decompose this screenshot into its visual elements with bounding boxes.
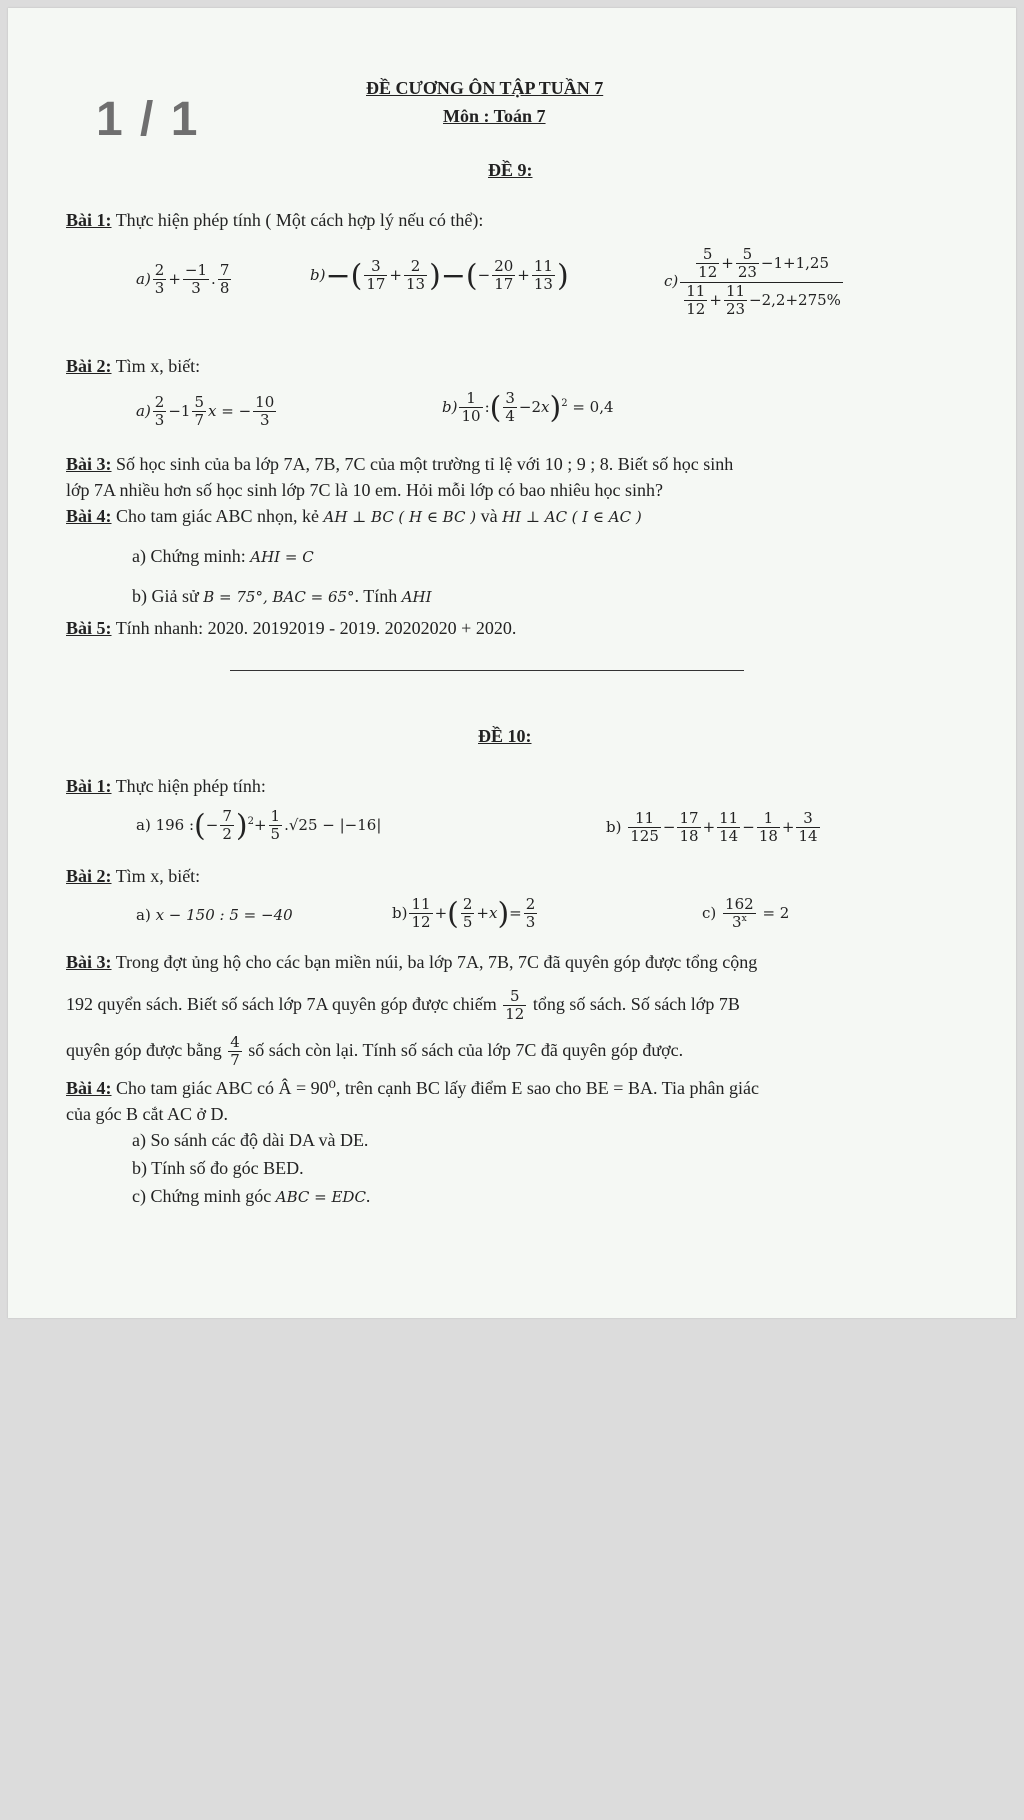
de10-bai4-a: a) So sánh các độ dài DA và DE. bbox=[132, 1130, 369, 1150]
de10-heading: ĐỀ 10: bbox=[478, 726, 532, 746]
de9-bai1-b: b)−( $\frac{3}{17}$ + $\frac{2}{13}$ )−(− $\frac{20}{17}$ + $\frac{11}{13}$ ) bbox=[310, 257, 569, 294]
subject-line: Môn : Toán 7 bbox=[443, 106, 546, 126]
de10-bai2-b-prefix: b) bbox=[392, 903, 408, 922]
de9-bai2-a: a) $\frac{2}{3}$ −1 $\frac{5}{7}$ x = − $\frac{10}{3}$ bbox=[136, 393, 275, 430]
de10-bai3-line3 bbox=[66, 1034, 683, 1070]
de9-bai5-text: Tính nhanh: 2020. 20192019 - 2019. 20202020 + 2020. bbox=[111, 618, 517, 638]
document-title: ĐỀ CƯƠNG ÔN TẬP TUẦN 7 bbox=[366, 78, 604, 98]
de10-bai3-line3b: số sách còn lại. Tính số sách của lớp 7C đã quyên góp được. bbox=[248, 1039, 684, 1060]
de9-bai4-a-math: AHI = C bbox=[250, 548, 314, 566]
de10-bai1-b-prefix: b) bbox=[606, 817, 622, 836]
de9-bai4-b bbox=[132, 586, 432, 607]
page-counter: 1 / 1 bbox=[96, 93, 200, 146]
de9-bai4-cond1: AH ⊥ BC bbox=[323, 508, 394, 526]
de9-bai2-b-prefix: b) bbox=[442, 397, 458, 416]
de9-bai4-cond4: ( I ∈ AC ) bbox=[571, 508, 642, 526]
expr-fraction: $\frac{11}{13}$ bbox=[533, 257, 553, 294]
de10-bai3-line2a: 192 quyển sách. Biết số sách lớp 7A quyên góp được chiếm bbox=[66, 993, 497, 1014]
de9-bai5 bbox=[66, 618, 516, 639]
de9-bai4-b-math: B = 75°, BAC = 65° bbox=[203, 588, 355, 606]
de10-bai4-line2: của góc B cắt AC ở D. bbox=[66, 1104, 228, 1124]
de9-heading: ĐỀ 9: bbox=[488, 160, 533, 180]
expr-fraction: $\frac{2}{3}$ bbox=[154, 261, 165, 298]
de9-bai3-line2: lớp 7A nhiều hơn số học sinh lớp 7C là 10 em. Hỏi mỗi lớp có bao nhiêu học sinh? bbox=[66, 480, 664, 500]
de9-bai4-a-text: a) Chứng minh: bbox=[132, 546, 246, 566]
de9-bai4-va: và bbox=[480, 506, 498, 526]
de10-bai3-line3a: quyên góp được bằng bbox=[66, 1039, 222, 1060]
de10-bai1-label: Bài 1: bbox=[66, 776, 112, 796]
expr-fraction: $\frac{20}{17}$ bbox=[494, 257, 514, 294]
de9-bai1 bbox=[66, 210, 483, 231]
de10-bai4-c bbox=[132, 1186, 370, 1207]
de9-bai1-a-prefix: a) bbox=[136, 269, 151, 288]
de9-bai1-c-prefix: c) bbox=[664, 272, 679, 290]
de10-bai3-text: Trong đợt ủng hộ cho các bạn miền núi, ba lớp 7A, 7B, 7C đã quyên góp được tổng cộng bbox=[111, 952, 758, 972]
expr-fraction: $\frac{7}{8}$ bbox=[219, 261, 230, 298]
de10-bai2-c-prefix: c) bbox=[702, 903, 717, 922]
de9-bai4-a bbox=[132, 546, 314, 567]
de10-bai1 bbox=[66, 776, 266, 797]
de9-bai2-b: b) $\frac{1}{10}$ :( $\frac{3}{4}$ −2x)$^2$ = 0,4 bbox=[442, 389, 614, 426]
de10-bai2-a-prefix: a) bbox=[136, 906, 151, 924]
de9-bai4-cond2: ( H ∈ BC ) bbox=[398, 508, 477, 526]
de9-bai2-label: Bài 2: bbox=[66, 356, 112, 376]
de10-bai2-a bbox=[136, 906, 293, 924]
de9-bai4-b-text2: . Tính bbox=[354, 586, 398, 606]
section-divider bbox=[230, 670, 744, 671]
de10-bai2 bbox=[66, 866, 200, 887]
de9-bai1-c bbox=[664, 246, 845, 318]
expr-fraction: $\frac{-1}{3}$ bbox=[184, 261, 208, 298]
document-page bbox=[8, 8, 1016, 1318]
expr-fraction: $\frac{3}{17}$ bbox=[366, 257, 386, 294]
de10-bai4-label: Bài 4: bbox=[66, 1078, 112, 1098]
de10-bai2-label: Bài 2: bbox=[66, 866, 112, 886]
de10-bai2-b: b) $\frac{11}{12}$ +( $\frac{2}{5}$ +x)= $\frac{2}{3}$ bbox=[392, 895, 536, 932]
expr-fraction: $\frac{2}{13}$ bbox=[405, 257, 426, 294]
fraction-5-12: $\frac{5}{12}$ bbox=[505, 987, 525, 1024]
de10-bai1-text: Thực hiện phép tính: bbox=[111, 776, 266, 796]
de9-bai4-cond3: HI ⊥ AC bbox=[502, 508, 568, 526]
de10-bai3-line2b: tổng số sách. Số sách lớp 7B bbox=[532, 993, 740, 1014]
de9-bai4-b-text: b) Giả sử bbox=[132, 586, 199, 606]
de10-bai4-c-text: c) Chứng minh góc bbox=[132, 1186, 272, 1206]
de9-bai1-a: a) $\frac{2}{3}$ + $\frac{-1}{3}$ . $\frac{7}{8}$ bbox=[136, 261, 230, 298]
de9-bai2 bbox=[66, 356, 200, 377]
de10-bai1-a: a) 196 :(− $\frac{7}{2}$ )$^2$+ $\frac{1}{5}$ .√25 − |−16| bbox=[136, 807, 382, 844]
de10-bai2-text: Tìm x, biết: bbox=[111, 866, 201, 886]
de9-bai2-text: Tìm x, biết: bbox=[111, 356, 201, 376]
fraction-4-7: $\frac{4}{7}$ bbox=[230, 1033, 240, 1070]
de9-bai2-a-prefix: a) bbox=[136, 401, 151, 420]
de9-bai4-line1 bbox=[66, 506, 642, 527]
de10-bai2-c: c) $\frac{162}{3^x}$ = 2 bbox=[702, 895, 790, 932]
de9-bai1-text: Thực hiện phép tính ( Một cách hợp lý nếu có thể): bbox=[111, 210, 484, 230]
de9-bai4-b-math2: AHI bbox=[401, 588, 432, 606]
de10-bai3-label: Bài 3: bbox=[66, 952, 112, 972]
de10-bai4-text: Cho tam giác ABC có Â = 90⁰, trên cạnh BC lấy điểm E sao cho BE = BA. Tia phân giác bbox=[111, 1078, 759, 1098]
de9-bai4-text: Cho tam giác ABC nhọn, kẻ bbox=[111, 506, 319, 526]
de10-bai1-a-prefix: a) bbox=[136, 815, 151, 834]
de10-bai4-c-end: . bbox=[365, 1186, 371, 1206]
de9-bai4-label: Bài 4: bbox=[66, 506, 112, 526]
de10-bai1-b: b) $\frac{11}{125}$ − $\frac{17}{18}$ + $\frac{11}{14}$ − $\frac{1}{18}$ + $\frac{3}{14}$ bbox=[606, 809, 818, 846]
de10-bai3-line1 bbox=[66, 952, 757, 973]
compound-fraction: $\frac{5}{12}$ + $\frac{5}{23}$ −1+1,25 $\frac{11}{12}$ + $\frac{11}{23}$ −2,2+275% bbox=[680, 246, 843, 318]
de9-bai3-text: Số học sinh của ba lớp 7A, 7B, 7C của một trường tỉ lệ với 10 ; 9 ; 8. Biết số học sinh bbox=[111, 454, 734, 474]
de9-bai1-b-prefix: b) bbox=[310, 265, 326, 284]
de10-bai4-c-math: ABC = EDC bbox=[275, 1188, 366, 1206]
de9-bai1-label: Bài 1: bbox=[66, 210, 112, 230]
de10-bai3-line2 bbox=[66, 988, 740, 1024]
de9-bai5-label: Bài 5: bbox=[66, 618, 112, 638]
de10-bai4-line1 bbox=[66, 1078, 759, 1099]
de10-bai2-a-math: x − 150 : 5 = −40 bbox=[155, 906, 293, 924]
de9-bai3-label: Bài 3: bbox=[66, 454, 112, 474]
de10-bai4-b: b) Tính số đo góc BED. bbox=[132, 1158, 304, 1178]
de9-bai3-line1 bbox=[66, 454, 733, 475]
